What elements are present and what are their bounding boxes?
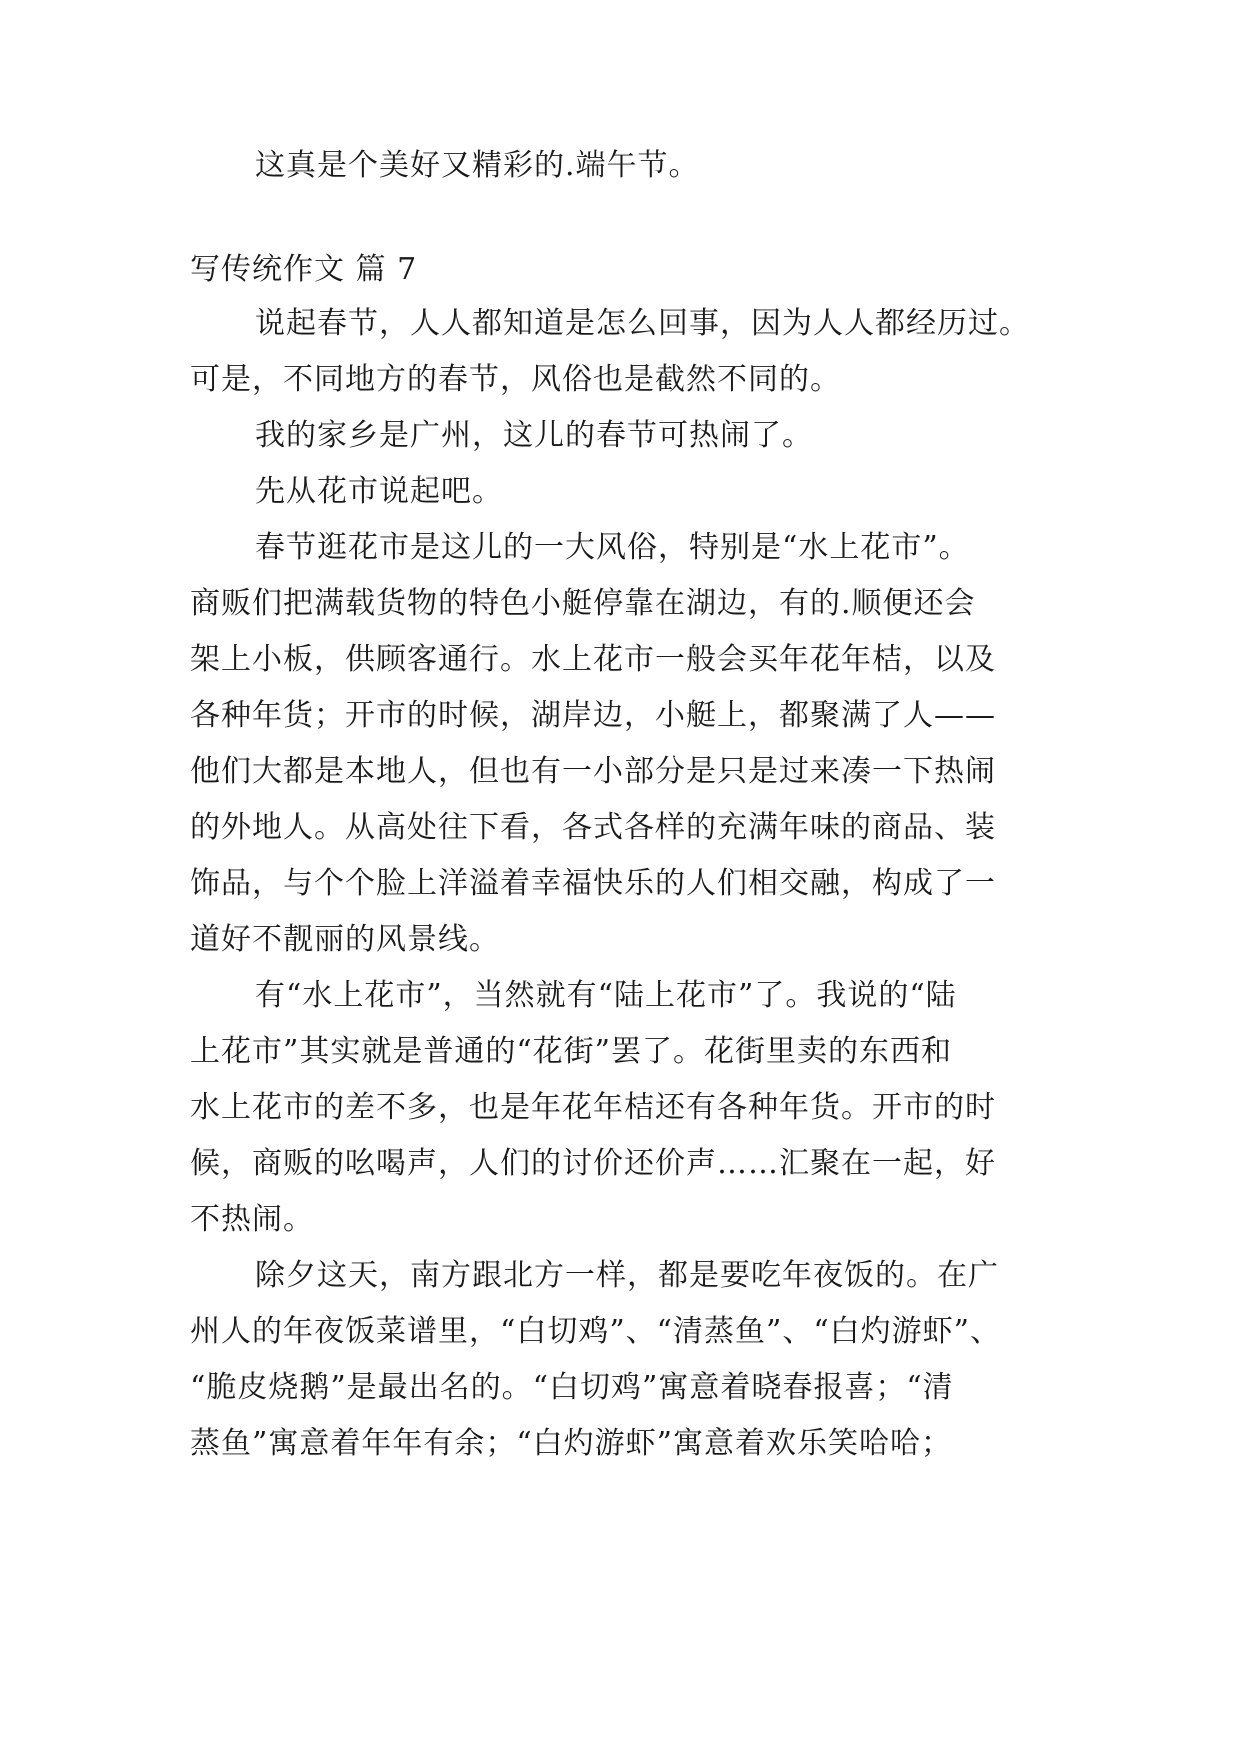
text-line: 有“水上花市”，当然就有“陆上花市”了。我说的“陆	[255, 978, 957, 1013]
text-line: 先从花市说起吧。	[255, 474, 503, 509]
text-line: 候，商贩的吆喝声，人们的讨价还价声……汇聚在一起，好	[190, 1146, 996, 1181]
text-line: 水上花市的差不多，也是年花年桔还有各种年货。开市的时	[190, 1090, 996, 1125]
text-line: 说起春节，人人都知道是怎么回事，因为人人都经历过。	[255, 306, 1030, 341]
text-line: 道好不靓丽的风景线。	[190, 922, 500, 957]
text-line: 的外地人。从高处往下看，各式各样的充满年味的商品、装	[190, 810, 996, 845]
text-line: 除夕这天，南方跟北方一样，都是要吃年夜饭的。在广	[255, 1258, 999, 1293]
text-line: 饰品，与个个脸上洋溢着幸福快乐的人们相交融，构成了一	[190, 866, 996, 901]
text-line: 春节逛花市是这儿的一大风俗，特别是“水上花市”。	[255, 530, 970, 565]
text-line: 他们大都是本地人，但也有一小部分是只是过来凑一下热闹	[190, 754, 996, 789]
text-line: 架上小板，供顾客通行。水上花市一般会买年花年桔，以及	[190, 642, 996, 677]
text-line: 蒸鱼”寓意着年年有余；“白灼游虾”寓意着欢乐笑哈哈；	[190, 1426, 953, 1461]
text-line: 上花市”其实就是普通的“花街”罢了。花街里卖的东西和	[190, 1034, 953, 1069]
section-heading: 写传统作文 篇 7	[190, 252, 418, 287]
text-line: 各种年货；开市的时候，湖岸边，小艇上，都聚满了人——	[190, 698, 996, 733]
text-line: 商贩们把满载货物的特色小艇停靠在湖边，有的.顺便还会	[190, 586, 976, 621]
text-line: 我的家乡是广州，这儿的春节可热闹了。	[255, 418, 813, 453]
text-line: “脆皮烧鹅”是最出名的。“白切鸡”寓意着晓春报喜；“清	[190, 1370, 954, 1405]
text-line: 这真是个美好又精彩的.端午节。	[255, 148, 700, 183]
text-line: 可是，不同地方的春节，风俗也是截然不同的。	[190, 362, 841, 397]
text-line: 州人的年夜饭菜谱里，“白切鸡”、“清蒸鱼”、“白灼游虾”、	[190, 1314, 1002, 1349]
text-line: 不热闹。	[190, 1202, 314, 1237]
